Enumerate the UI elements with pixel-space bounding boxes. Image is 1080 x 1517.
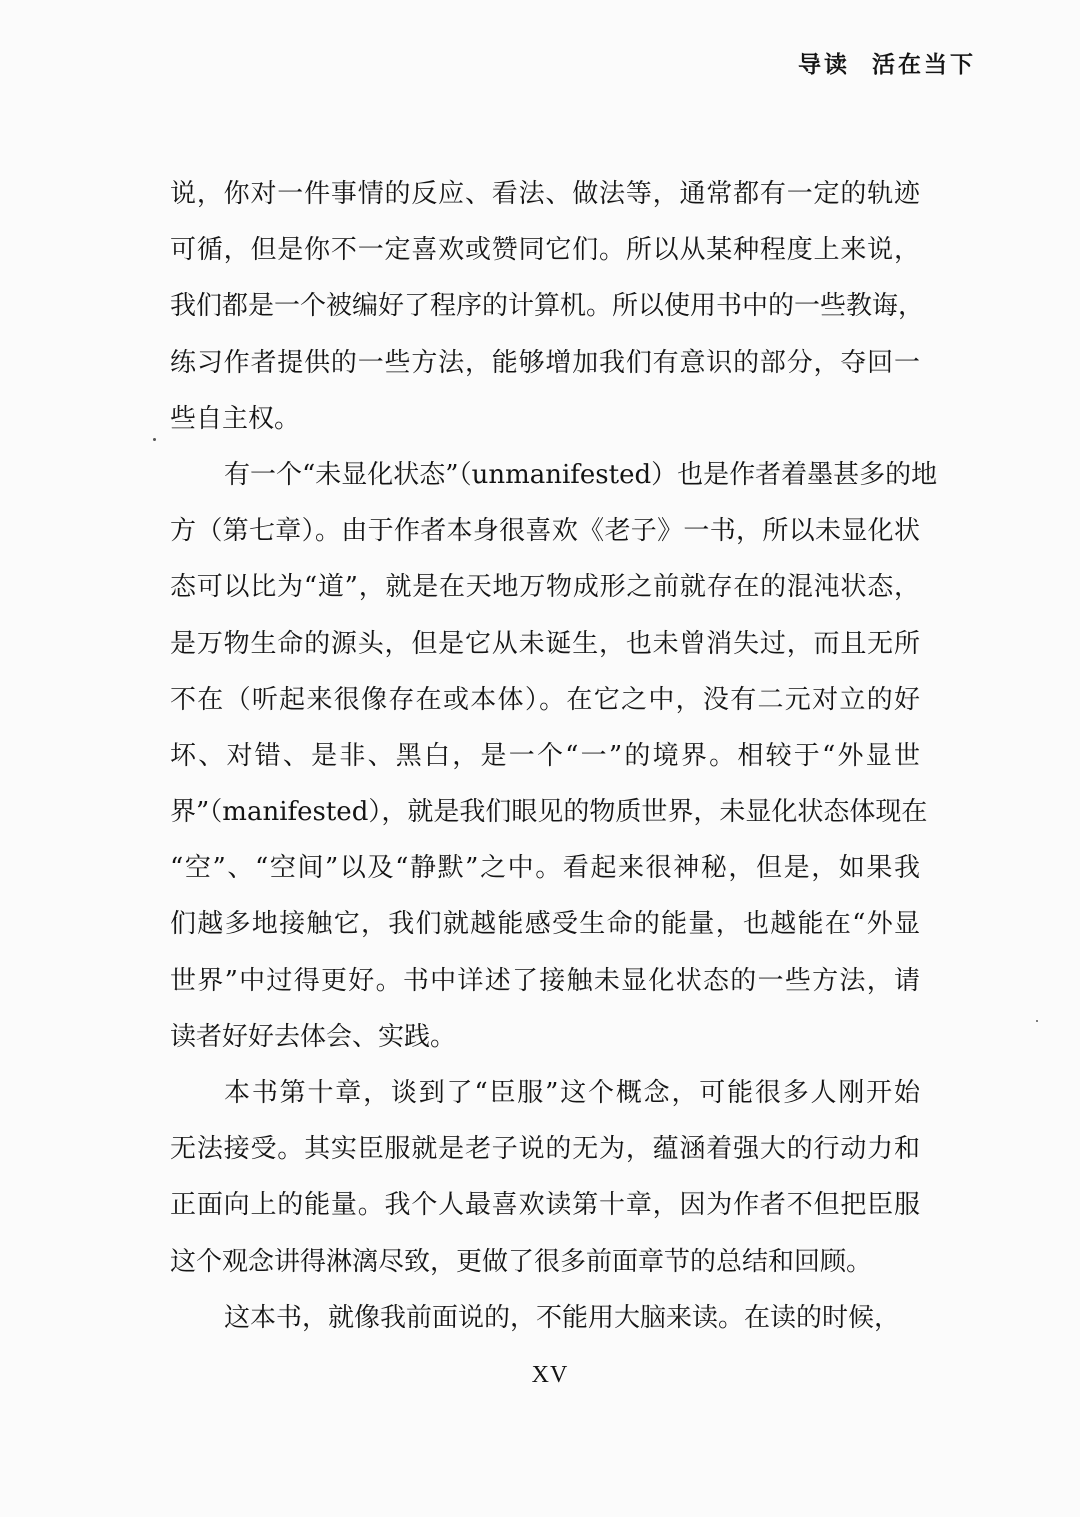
text-line: 这个观念讲得淋漓尽致，更做了很多前面章节的总结和回顾。 bbox=[170, 1246, 873, 1277]
paragraph bbox=[170, 1290, 920, 1346]
text-line: 本书第十章，谈到了“臣服”这个概念，可能很多人刚开始 bbox=[224, 1078, 920, 1108]
header-title: 活在当下 bbox=[872, 51, 976, 78]
text-line: 我们都是一个被编好了程序的计算机。所以使用书中的一些教诲， bbox=[170, 291, 925, 322]
paragraph bbox=[170, 166, 925, 447]
paragraph bbox=[170, 447, 938, 1065]
scan-speck bbox=[1036, 1020, 1038, 1022]
text-line: 练习作者提供的一些方法，能够增加我们有意识的部分，夺回一 bbox=[170, 347, 920, 378]
text-line: 这本书，就像我前面说的，不能用大脑来读。在读的时候， bbox=[224, 1302, 901, 1333]
text-line: 是万物生命的源头，但是它从未诞生，也未曾消失过，而且无所 bbox=[170, 628, 920, 659]
running-header bbox=[798, 46, 976, 79]
text-line: 们越多地接触它，我们就越能感受生命的能量，也越能在“外显 bbox=[170, 909, 920, 940]
text-line: 些自主权。 bbox=[170, 403, 301, 434]
text-line: 可循，但是你不一定喜欢或赞同它们。所以从某种程度上来说， bbox=[170, 235, 920, 266]
header-section: 导读 bbox=[798, 51, 850, 78]
page-number: XV bbox=[531, 1362, 569, 1388]
text-line: 有一个“未显化状态”（unmanifested）也是作者着墨甚多的地 bbox=[224, 459, 938, 490]
text-line: 说，你对一件事情的反应、看法、做法等，通常都有一定的轨迹 bbox=[170, 179, 920, 209]
paragraph bbox=[170, 1065, 920, 1290]
text-line: 无法接受。其实臣服就是老子说的无为，蕴涵着强大的行动力和 bbox=[170, 1134, 920, 1165]
text-line: 态可以比为“道”，就是在天地万物成形之前就存在的混沌状态， bbox=[170, 572, 920, 603]
text-line: 世界”中过得更好。书中详述了接触未显化状态的一些方法，请 bbox=[170, 965, 920, 996]
text-line: 界”（manifested），就是我们眼见的物质世界，未显化状态体现在 bbox=[170, 797, 928, 828]
body-text bbox=[170, 166, 938, 1346]
text-line: 方（第七章）。由于作者本身很喜欢《老子》一书，所以未显化状 bbox=[170, 516, 920, 547]
text-line: 不在（听起来很像存在或本体）。在它之中，没有二元对立的好 bbox=[170, 684, 920, 715]
text-line: 正面向上的能量。我个人最喜欢读第十章，因为作者不但把臣服 bbox=[170, 1190, 920, 1221]
scan-speck bbox=[153, 438, 156, 441]
text-line: 读者好好去体会、实践。 bbox=[170, 1021, 457, 1052]
text-line: “空”、“空间”以及“静默”之中。看起来很神秘，但是，如果我 bbox=[170, 853, 920, 884]
text-line: 坏、对错、是非、黑白，是一个“一”的境界。相较于“外显世 bbox=[170, 740, 920, 771]
